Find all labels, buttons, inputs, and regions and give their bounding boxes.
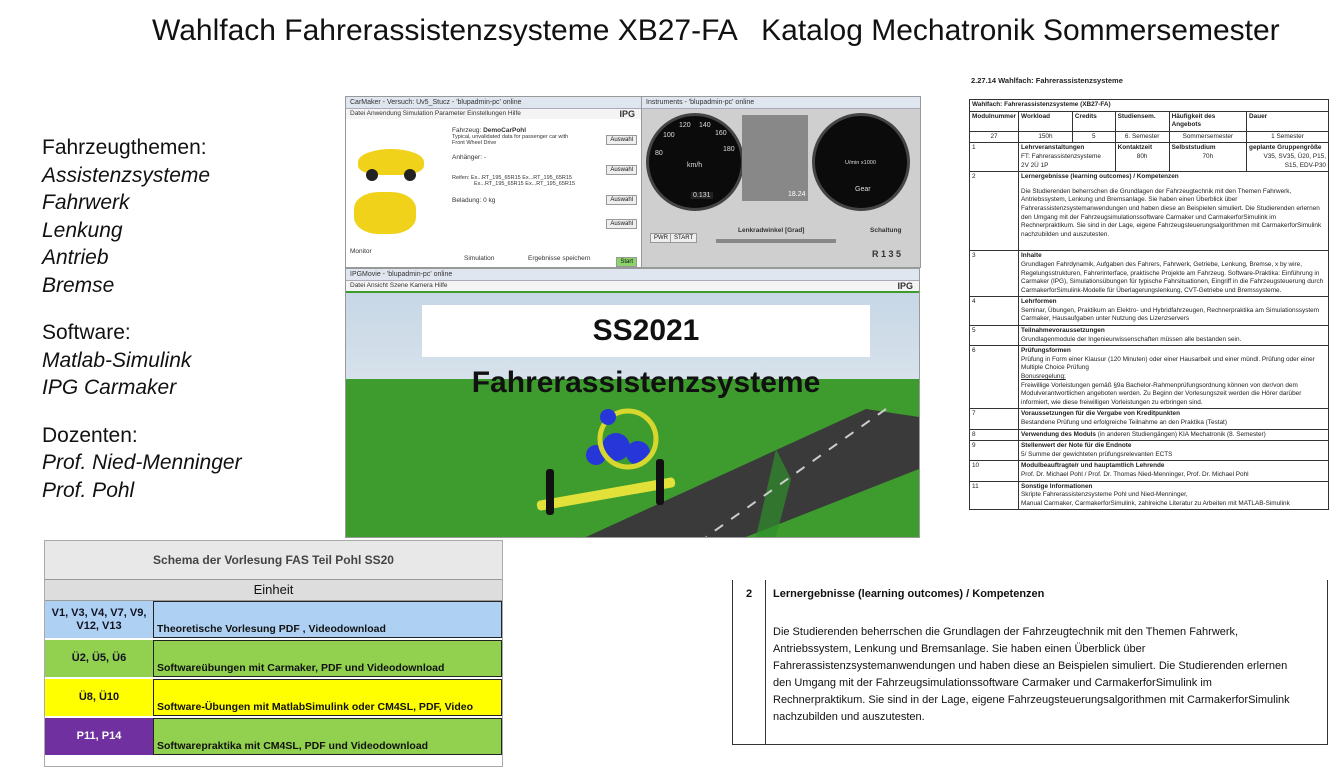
vehicle-topics-heading: Fahrzeugthemen: <box>42 136 207 159</box>
row-number: 8 <box>970 429 1019 441</box>
instruments-window <box>641 96 921 268</box>
cell: 150h <box>1019 131 1073 143</box>
beladung-label: Beladung: <box>452 197 482 204</box>
row-text: Seminar, Übungen, Praktikum an Elektro- und Hybridfahrzeugen, Rechnerpraktika am Simulationssystem Carmaker, Hausaufgaben unter Nutzung des Lizenzservers <box>1021 306 1320 323</box>
excerpt-number: 2 <box>746 588 753 600</box>
ipg-logo: IPG <box>897 281 913 291</box>
module-catalog-page <box>969 76 1329 578</box>
trip-readout: 18.24 <box>788 191 806 198</box>
unit-desc: Softwarepraktika mit CM4SL, PDF und Videodownload <box>153 718 502 755</box>
row-number: 10 <box>970 461 1019 481</box>
row-title: Teilnahmevoraussetzungen <box>1021 327 1105 335</box>
reifen-value: Ex...RT_195_65R15 <box>470 175 521 181</box>
kontaktzeit-label: Kontaktzeit <box>1117 144 1153 152</box>
row-text: Grundlagen Fahrdynamik, Aufgaben des Fahrers, Fahrwerk, Getriebe, Lenkung, Bremse, x by wire, Regelungsstrukturen, Fahrerinterface, praktische Projekte am Fahrzeug. Software-Praktika: Einführung in Carmaker (IPG), Simulationsübungen für typische Fahrsituationen, Eingriff in die Fahrzeugsteuerung durch CarmakerforSimulink-Modelle für Überlagerungslenkung, CVT-Getriebe und Bremssysteme. <box>1021 260 1324 294</box>
ergebnisse-label: Ergebnisse speichern <box>528 255 591 262</box>
col-header: Dauer <box>1247 111 1329 131</box>
row-text: Manual Carmaker, CarmakerforSimulink, zahlreiche Literatur zu Arbeiten mit MATLAB-Simulink <box>1021 499 1290 507</box>
row-title: Prüfungsformen <box>1021 347 1071 355</box>
unit-desc: Softwareübungen mit Carmaker, PDF und Videodownload <box>153 640 502 677</box>
lecturer-item: Prof. Nied-Menninger <box>42 451 242 474</box>
cell: 27 <box>970 131 1019 143</box>
row-number: 5 <box>970 326 1019 346</box>
col-header: Credits <box>1072 111 1115 131</box>
shift-pattern: R 1 3 5 <box>872 249 902 259</box>
speed-tick: 160 <box>715 130 727 137</box>
lv-label: Lehrveranstaltungen <box>1021 144 1085 152</box>
row-number: 9 <box>970 441 1019 461</box>
speed-tick: 120 <box>679 122 691 129</box>
selbststudium-label: Selbststudium <box>1171 144 1216 152</box>
row-number: 3 <box>970 251 1019 297</box>
speed-tick: 80 <box>655 150 663 157</box>
reifen-value: Ex...RT_195_65R15 <box>522 175 572 181</box>
row-text: Bestandene Prüfung und erfolgreiche Teilnahme an den Praktika (Testat) <box>1021 419 1227 426</box>
auswahl-button[interactable]: Auswahl <box>606 195 637 205</box>
row-text: Prof. Dr. Michael Pohl / Prof. Dr. Thomas Nied-Menninger, Prof. Dr. Michael Pohl <box>1021 470 1249 478</box>
carmaker-menu[interactable]: Datei Anwendung Simulation Parameter Einstellungen Hilfe <box>350 110 521 117</box>
start-button[interactable]: Start <box>616 257 637 267</box>
speedometer-gauge <box>646 113 744 211</box>
carmaker-window <box>345 96 642 268</box>
fahrzeug-value: DemoCarPohl <box>483 127 527 134</box>
topic-item: Lenkung <box>42 218 123 242</box>
pwr-button[interactable]: PWR <box>650 233 672 243</box>
table-row <box>45 718 502 757</box>
car-top-image <box>354 192 416 234</box>
row-title: Sonstige Informationen <box>1021 482 1093 490</box>
lv-course: FT: Fahrerassistenzsysteme <box>1021 152 1101 160</box>
software-item: Matlab-Simulink <box>42 348 192 372</box>
table-row <box>45 601 502 640</box>
unit-code: Ü2, Ü5, Ü6 <box>45 640 153 677</box>
row-text: Skripte Fahrerassistenzsysteme Pohl und Nied-Menninger, <box>1021 491 1188 499</box>
table-row <box>45 679 502 718</box>
simulation-label: Simulation <box>464 255 495 262</box>
row-text: (in anderen Studiengängen) KIA Mechatronik (8. Semester) <box>1097 430 1266 438</box>
schaltung-label: Schaltung <box>870 227 902 234</box>
auswahl-button[interactable]: Auswahl <box>606 135 637 145</box>
cell: Sommersemester <box>1169 131 1246 143</box>
ipgmovie-window <box>345 268 920 538</box>
row-title: Verwendung des Moduls <box>1021 430 1096 438</box>
lecturer-item: Prof. Pohl <box>42 478 135 502</box>
row-number: 1 <box>970 143 1019 172</box>
lenkradwinkel-label: Lenkradwinkel [Grad] <box>738 227 805 234</box>
row-number: 2 <box>970 172 1019 251</box>
ipg-logo: IPG <box>619 109 635 119</box>
carmaker-menubar[interactable] <box>346 109 641 119</box>
lv-sws: 2V 2Ü 1P <box>1021 161 1049 169</box>
ipgmovie-menu[interactable]: Datei Ansicht Szene Kamera Hilfe <box>350 282 448 289</box>
row-text: Grundlagenmodule der Ingenieurwissenschaften müssen alle bestanden sein. <box>1021 335 1242 343</box>
rpm-gauge <box>812 113 910 211</box>
col-header: Modulnummer <box>970 111 1019 131</box>
speed-tick: 180 <box>723 146 735 153</box>
module-caption: Wahlfach: Fahrerassistenzsysteme (XB27-FA) <box>970 100 1329 112</box>
col-header: Studiensem. <box>1115 111 1169 131</box>
cell: 1 Semester <box>1247 131 1329 143</box>
unit-code: P11, P14 <box>45 718 153 755</box>
excerpt-title: Lernergebnisse (learning outcomes) / Kompetenzen <box>773 588 1045 600</box>
row-text: Freiwillige Vorleistungen gemäß §9a Bachelor-Rahmenprüfungsordnung können von der/von dem Modulverantwortlichen angeboten werden. Zu Beginn der Vorlesungszeit werden die Hörer darüber informiert, wie diese freiwilligen Vorleistungen zu erbringen sind. <box>1021 381 1302 406</box>
unit-desc: Software-Übungen mit MatlabSimulink oder CM4SL, PDF, Video <box>153 679 502 716</box>
topic-item: Fahrwerk <box>42 191 130 214</box>
topic-item: Assistenzsysteme <box>42 163 211 187</box>
row-number: 11 <box>970 481 1019 510</box>
table-row <box>45 640 502 679</box>
ipgmovie-titlebar: IPGMovie - 'blupadmin-pc' online <box>346 269 919 281</box>
col-header: Workload <box>1019 111 1073 131</box>
row-title: Voraussetzungen für die Vergabe von Kreditpunkten <box>1021 410 1180 418</box>
unit-code: Ü8, Ü10 <box>45 679 153 716</box>
lecture-schema-table <box>44 540 503 767</box>
reifen-value: Ex...RT_195_65R15 <box>474 181 524 187</box>
row-number: 4 <box>970 297 1019 326</box>
kontaktzeit-value: 80h <box>1136 152 1148 160</box>
steering-angle-scale <box>716 239 836 243</box>
start-button[interactable]: START <box>670 233 697 243</box>
car-wheel <box>404 169 416 181</box>
monitor-label: Monitor <box>350 248 372 255</box>
gruppen-value: V35, SV35, Ü20, P15, S15, EDV-P30 <box>1263 152 1326 169</box>
row-title: Lernergebnisse (learning outcomes) / Kompetenzen <box>1021 173 1179 181</box>
auswahl-button[interactable]: Auswahl <box>606 165 637 175</box>
gear-label: Gear <box>855 186 871 193</box>
beladung-value: 0 kg <box>483 197 496 204</box>
rpm-unit: U/min x1000 <box>845 160 876 166</box>
row-title: Modulbeauftragte/r und hauptamtlich Lehrende <box>1021 462 1165 470</box>
course-banner: SS2021 Fahrerassistenzsysteme <box>422 305 870 357</box>
software-item: IPG Carmaker <box>42 376 177 399</box>
fahrzeug-desc: Typical, unvalidated data for passenger car with Front Wheel Drive <box>452 134 569 146</box>
row-number: 7 <box>970 409 1019 429</box>
col-header: Häufigkeit des Angebots <box>1169 111 1246 131</box>
software-heading: Software: <box>42 321 131 344</box>
cell: 5 <box>1072 131 1115 143</box>
unit-code: V1, V3, V4, V7, V9, V12, V13 <box>45 601 153 638</box>
row-number: 6 <box>970 346 1019 409</box>
unit-header: Einheit <box>45 579 502 601</box>
bonus-label: Bonusregelung: <box>1021 373 1066 381</box>
page-title: Wahlfach Fahrerassistenzsysteme XB27-FA Katalog Mechatronik Sommersemester <box>152 14 1280 47</box>
anhaenger-value: - <box>483 154 486 161</box>
anhaenger-label: Anhänger: <box>452 154 482 161</box>
catalog-section-heading: 2.27.14 Wahlfach: Fahrerassistenzsysteme <box>971 76 1123 85</box>
odometer-readout: 0.131 <box>693 192 711 199</box>
topic-item: Bremse <box>42 273 115 297</box>
row-text: Prüfung in Form einer Klausur (120 Minuten) oder einer Hausarbeit und einer mündl. Prüfung oder einer Multiple Choice Prüfung <box>1021 355 1315 372</box>
auswahl-button[interactable]: Auswahl <box>606 219 637 229</box>
carmaker-titlebar: CarMaker - Versuch: Uv5_Stucz - 'blupadmin-pc' online <box>346 97 641 109</box>
topic-item: Antrieb <box>42 246 109 269</box>
car-wheel <box>366 169 378 181</box>
instruments-titlebar: Instruments - 'blupadmin-pc' online <box>642 97 920 109</box>
row-title: Inhalte <box>1021 252 1042 260</box>
gruppen-label: geplante Gruppengröße <box>1249 144 1322 152</box>
cell: 6. Semester <box>1115 131 1169 143</box>
unit-desc: Theoretische Vorlesung PDF , Videodownload <box>153 601 502 638</box>
module-table <box>969 99 1329 510</box>
reifen-value: Ex...RT_195_65R15 <box>525 181 576 187</box>
chassis-diagram <box>742 115 808 201</box>
speed-tick: 100 <box>663 132 675 139</box>
row-text: 5/ Summe der gewichteten prüfungsrelevanten ECTS <box>1021 450 1173 458</box>
topics-list <box>42 134 242 504</box>
lecturers-heading: Dozenten: <box>42 423 138 447</box>
speed-tick: 140 <box>699 122 711 129</box>
row-text: Die Studierenden beherrschen die Grundlagen der Fahrzeugtechnik mit den Themen Fahrwerk, Antriebssystem, Lenkung und Bremsanlage. Sie haben einen Überblick über Fahrerassistenzsystemanwendungen und haben diese an Beispielen simuliert. Die Studierenden erlernen den Umgang mit der Fahrzeugsimulationssoftware Carmaker und CarmakerforSimulink im Rechnerpraktikum. Sie sind in der Lage, eigene Fahrzeugsteuerungsalgorithmen mit CarmakerforSimulink nachzubilden und auszutesten. <box>1021 187 1322 238</box>
excerpt-text: Die Studierenden beherrschen die Grundlagen der Fahrzeugtechnik mit den Themen Fahrwerk, Antriebssystem, Lenkung und Bremsanlage. Sie haben einen Überblick über Fahrerassistenzsystemanwendungen und haben diese an Beispielen simuliert. Die Studierenden erlernen den Umgang mit der Fahrzeugsimulationssoftware Carmaker und CarmakerforSimulink im Rechnerpraktikum. Sie sind in der Lage, eigene Fahrzeugsteuerungsalgorithmen mit CarmakerforSimulink nachzubilden und auszutesten. <box>773 626 1290 723</box>
row-title: Stellenwert der Note für die Endnote <box>1021 442 1132 450</box>
fahrzeug-label: Fahrzeug: <box>452 127 482 134</box>
selbststudium-value: 70h <box>1202 152 1214 160</box>
learning-outcomes-excerpt <box>732 580 1328 745</box>
reifen-label: Reifen: <box>452 175 470 181</box>
kmh-label: km/h <box>687 162 703 169</box>
row-title: Lehrformen <box>1021 298 1057 306</box>
schema-title: Schema der Vorlesung FAS Teil Pohl SS20 <box>45 541 502 579</box>
